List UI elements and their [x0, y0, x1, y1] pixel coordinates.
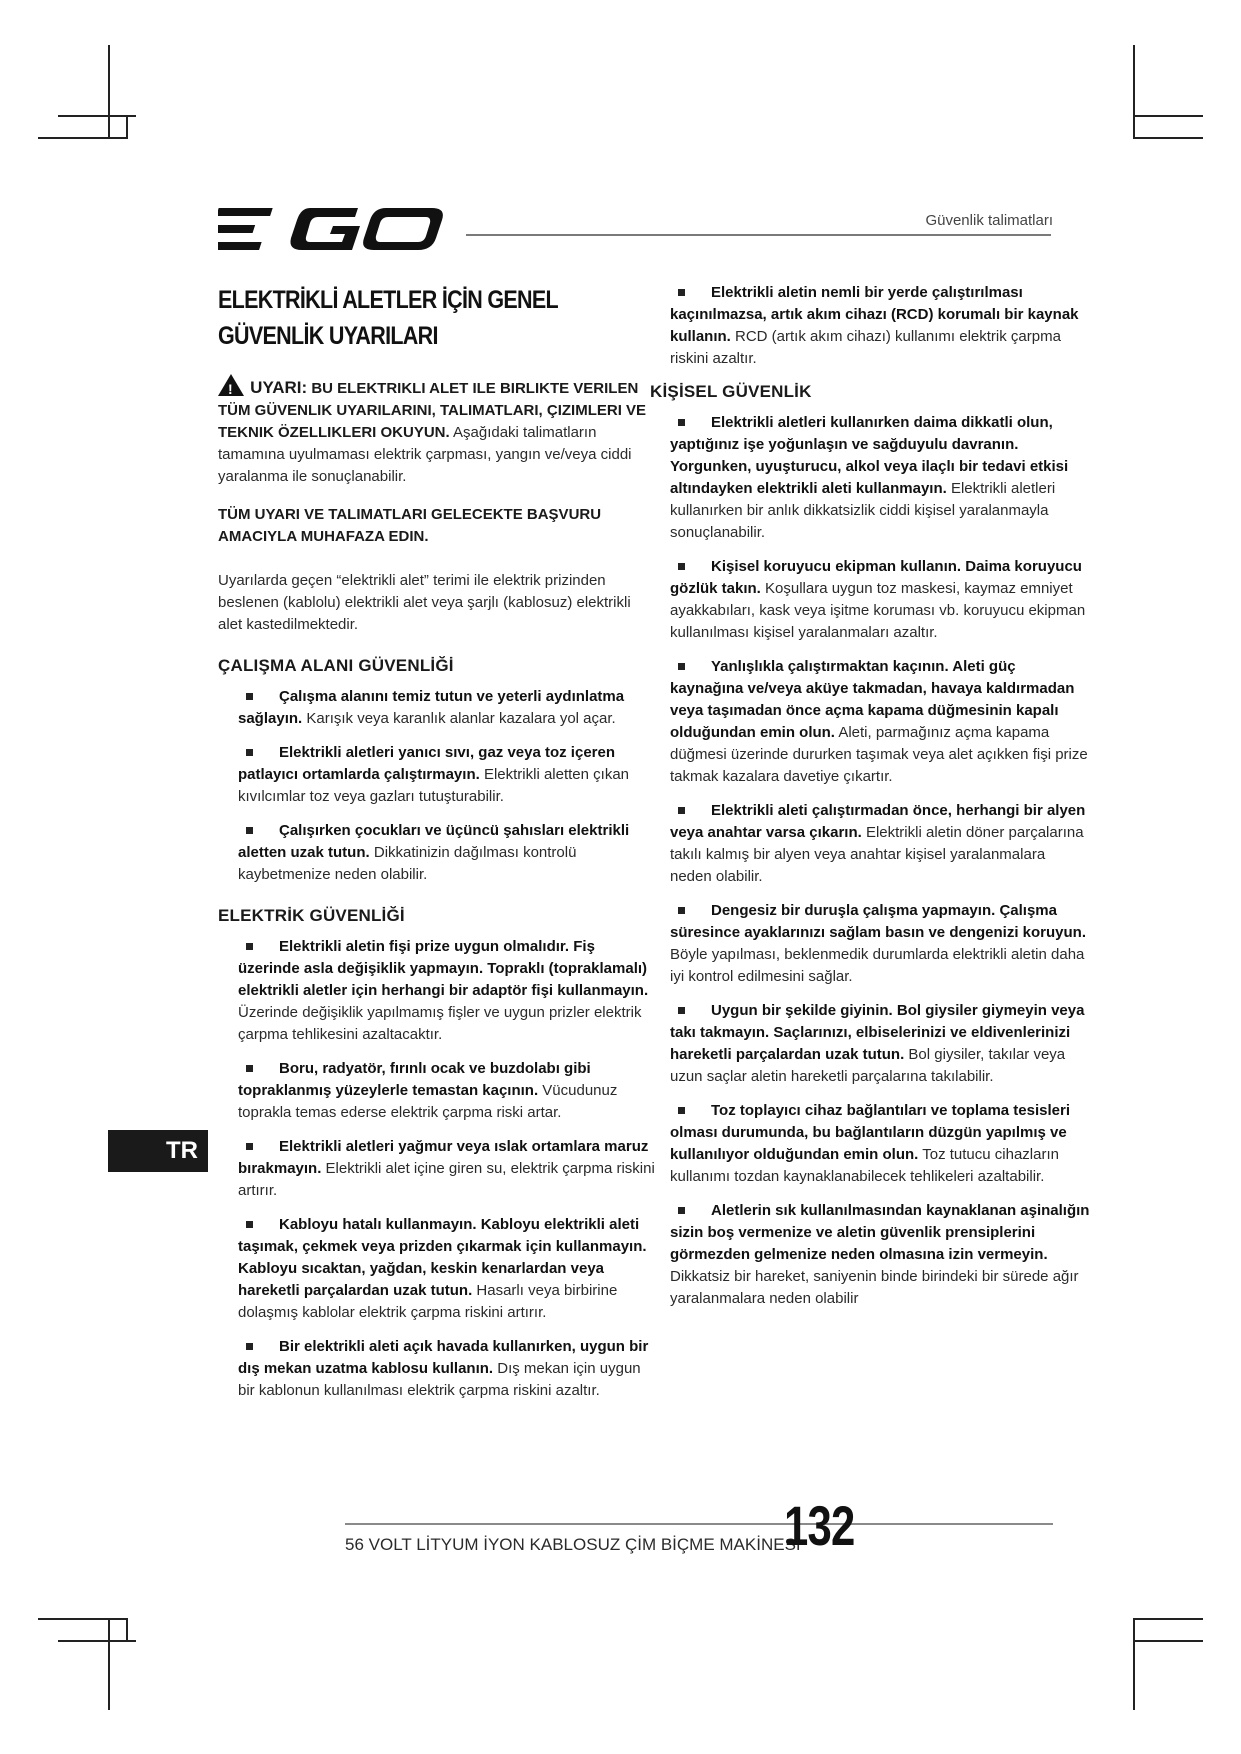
list-item: Elektrikli aleti çalıştırmadan önce, herhangi bir alyen veya anahtar varsa çıkarın. Elektrikli aletin döner parçalarına takılı kalmış bir alyen veya anahtar kişisel yaralanmalara neden olabilir.	[670, 802, 1086, 885]
list-item: Elektrikli aletleri yağmur veya ıslak ortamlara maruz bırakmayın. Elektrikli alet içine giren su, elektrik çarpma riskini artırır.	[238, 1138, 655, 1199]
bullet-icon	[246, 827, 253, 834]
bullet-icon	[678, 907, 685, 914]
page-number: 132	[784, 1494, 855, 1557]
crop-mark	[58, 1640, 136, 1642]
bullet-icon	[246, 943, 253, 950]
bullet-icon	[678, 1207, 685, 1214]
list-item: Uygun bir şekilde giyinin. Bol giysiler giymeyin veya takı takmayın. Saçlarınızı, elbiselerinizi ve eldivenlerinizi hareketli parçalardan uzak tutun. Bol giysiler, takılar veya uzun saçlar aletin hareketli parçalarına takılabilir.	[670, 1002, 1085, 1085]
bullet-icon	[678, 289, 685, 296]
crop-mark	[1133, 115, 1203, 117]
list-item: Toz toplayıcı cihaz bağlantıları ve toplama tesisleri olması durumunda, bu bağlantıların düzgün yapılmış ve kullanılıyor olduğundan emin olun. Toz tutucu cihazların kullanımı tozdan kaynaklanabilecek tehlikeleri azaltabilir.	[670, 1102, 1070, 1185]
list-item: Elektrikli aletleri yanıcı sıvı, gaz veya toz içeren patlayıcı ortamlarda çalıştırmayın. Elektrikli aletten çıkan kıvılcımlar toz veya gazları tutuşturabilir.	[238, 744, 630, 805]
warning-normal-text: Aşağıdaki talimatların tamamına uyulmaması elektrik çarpması, yangın ve/veya ciddi yaralanma ile sonuçlanabilir.	[218, 424, 632, 485]
list-item: Elektrikli aletin nemli bir yerde çalıştırılması kaçınılmazsa, artık akım cihazı (RCD) korumalı bir kaynak kullanın. RCD (artık akım cihazı) kullanımı elektrik çarpma riskini azaltır.	[670, 284, 1079, 367]
crop-mark	[38, 137, 128, 139]
list-item: Aletlerin sık kullanılmasından kaynaklanan aşinalığın sizin boş vermenize ve aletin güvenlik prensiplerini görmezden gelmenize neden olmasına izin vermeyin. Dikkatsiz bir hareket, saniyenin binde birindeki bir sürede ağır yaralanmalara neden olabilir	[670, 1202, 1090, 1307]
ego-logo	[218, 204, 448, 256]
keep-notice: TÜM UYARI VE TALIMATLARI GELECEKTE BAŞVURU AMACIYLA MUHAFAZA EDIN.	[218, 506, 602, 545]
crop-mark	[1133, 137, 1203, 139]
bullet-icon	[678, 807, 685, 814]
crop-mark	[126, 1618, 128, 1642]
warning-icon: !	[218, 374, 244, 396]
list-item: Kişisel koruyucu ekipman kullanın. Daima koruyucu gözlük takın. Koşullara uygun toz maskesi, kaymaz emniyet ayakkabıları, kask veya işitme koruması vb. koruyucu ekipman kullanılması kişisel yaralanmaları azaltır.	[670, 558, 1086, 641]
crop-mark	[58, 115, 136, 117]
term-note: Uyarılarda geçen “elektrikli alet” terimi ile elektrik prizinden beslenen (kablolu) elektrikli alet veya şarjlı (kablosuz) elektrikli alet kastedilmektedir.	[218, 572, 631, 633]
crop-mark	[1133, 1618, 1203, 1620]
right-column	[650, 282, 1090, 1322]
left-column	[218, 282, 658, 1414]
crop-mark	[1133, 45, 1135, 137]
crop-mark	[126, 115, 128, 139]
crop-mark	[1133, 1640, 1203, 1642]
bullet-icon	[246, 1065, 253, 1072]
bullet-icon	[678, 563, 685, 570]
list-item: Yanlışlıkla çalıştırmaktan kaçının. Aleti güç kaynağına ve/veya aküye takmadan, havaya kaldırmadan veya taşımadan önce açma kapama düğmesinin kapalı olduğundan emin olun. Aleti, parmağınız açma kapama düğmesi üzerinde dururken taşımak veya alet açıkken fişi prize takmak kazalara davetiye çıkartır.	[670, 658, 1088, 785]
list-item: Elektrikli aletin fişi prize uygun olmalıdır. Fiş üzerinde asla değişiklik yapmayın. Topraklı (topraklamalı) elektrikli aletler için herhangi bir adaptör fişi kullanmayın. Üzerinde değişiklik yapılmamış fişler ve uygun prizler elektrik çarpma tehlikesini azaltacaktır.	[238, 938, 649, 1043]
bullet-icon	[678, 1107, 685, 1114]
crop-mark	[1133, 1620, 1135, 1710]
list-item: Boru, radyatör, fırınlı ocak ve buzdolabı gibi topraklanmış yüzeylerle temastan kaçının. Vücudunuz toprakla temas ederse elektrik çarpma riski artar.	[238, 1060, 618, 1121]
crop-mark	[108, 1620, 110, 1710]
bullet-icon	[246, 1343, 253, 1350]
list-item: Çalışırken çocukları ve üçüncü şahısları elektrikli aletten uzak tutun. Dikkatinizin dağılması kontrolü kaybetmenize neden olabilir.	[238, 822, 630, 883]
bullet-icon	[678, 663, 685, 670]
list-item: Bir elektrikli aleti açık havada kullanırken, uygun bir dış mekan uzatma kablosu kullanın. Dış mekan için uygun bir kablonun kullanılması elektrik çarpma riskini azaltır.	[238, 1338, 649, 1399]
warning-bold-text: BU ELEKTRIKLI ALET ILE BIRLIKTE VERILEN TÜM GÜVENLIK UYARILARINI, TALIMATLARI, ÇIZIMLERI VE TEKNIK ÖZELLIKLERI OKUYUN.	[218, 380, 647, 441]
personal-heading: KİŞİSEL GÜVENLİK	[650, 382, 812, 401]
header-rule	[466, 234, 1051, 236]
bullet-icon	[246, 1143, 253, 1150]
crop-mark	[108, 45, 110, 137]
list-item: Çalışma alanını temiz tutun ve yeterli aydınlatma sağlayın. Karışık veya karanlık alanlar kazalara yol açar.	[238, 688, 625, 727]
bullet-icon	[678, 419, 685, 426]
list-item: Kabloyu hatalı kullanmayın. Kabloyu elektrikli aleti taşımak, çekmek veya prizden çıkarmak için kullanmayın. Kabloyu sıcaktan, yağdan, keskin kenarlardan veya hareketli parçalardan uzak tutun. Hasarlı veya birbirine dolaşmış kablolar elektrik çarpma riskini artırır.	[238, 1216, 647, 1321]
warning-block	[218, 374, 658, 488]
footer-rule	[345, 1523, 1053, 1525]
crop-mark	[38, 1618, 128, 1620]
work-area-heading: ÇALIŞMA ALANI GÜVENLİĞİ	[218, 656, 454, 675]
bullet-icon	[246, 1221, 253, 1228]
list-item: Dengesiz bir duruşla çalışma yapmayın. Çalışma süresince ayaklarınızı sağlam basın ve dengenizi koruyun. Böyle yapılması, beklenmedik durumlarda elektrikli aletin daha iyi kontrol edilmesini sağlar.	[670, 902, 1086, 985]
section-label: Güvenlik talimatları	[925, 212, 1053, 229]
bullet-icon	[246, 693, 253, 700]
list-item: Elektrikli aletleri kullanırken daima dikkatli olun, yaptığınız işe yoğunlaşın ve sağduyulu davranın. Yorgunken, uyuşturucu, alkol veya ilaçlı bir tedavi etkisi altındayken elektrikli aleti kullanmayın. Elektrikli aletleri kullanırken bir anlık dikkatsizlik ciddi kişisel yaralanmayla sonuçlanabilir.	[670, 414, 1069, 541]
language-tab: TR	[108, 1130, 208, 1172]
page-title: ELEKTRİKLİ ALETLER İÇİN GENEL GÜVENLİK UYARILARI	[218, 286, 558, 350]
bullet-icon	[678, 1007, 685, 1014]
electric-heading: ELEKTRİK GÜVENLİĞİ	[218, 906, 405, 925]
warning-lead: UYARI:	[250, 378, 308, 397]
footer-product-name: 56 VOLT LİTYUM İYON KABLOSUZ ÇİM BİÇME MAKİNESİ	[345, 1535, 801, 1554]
bullet-icon	[246, 749, 253, 756]
